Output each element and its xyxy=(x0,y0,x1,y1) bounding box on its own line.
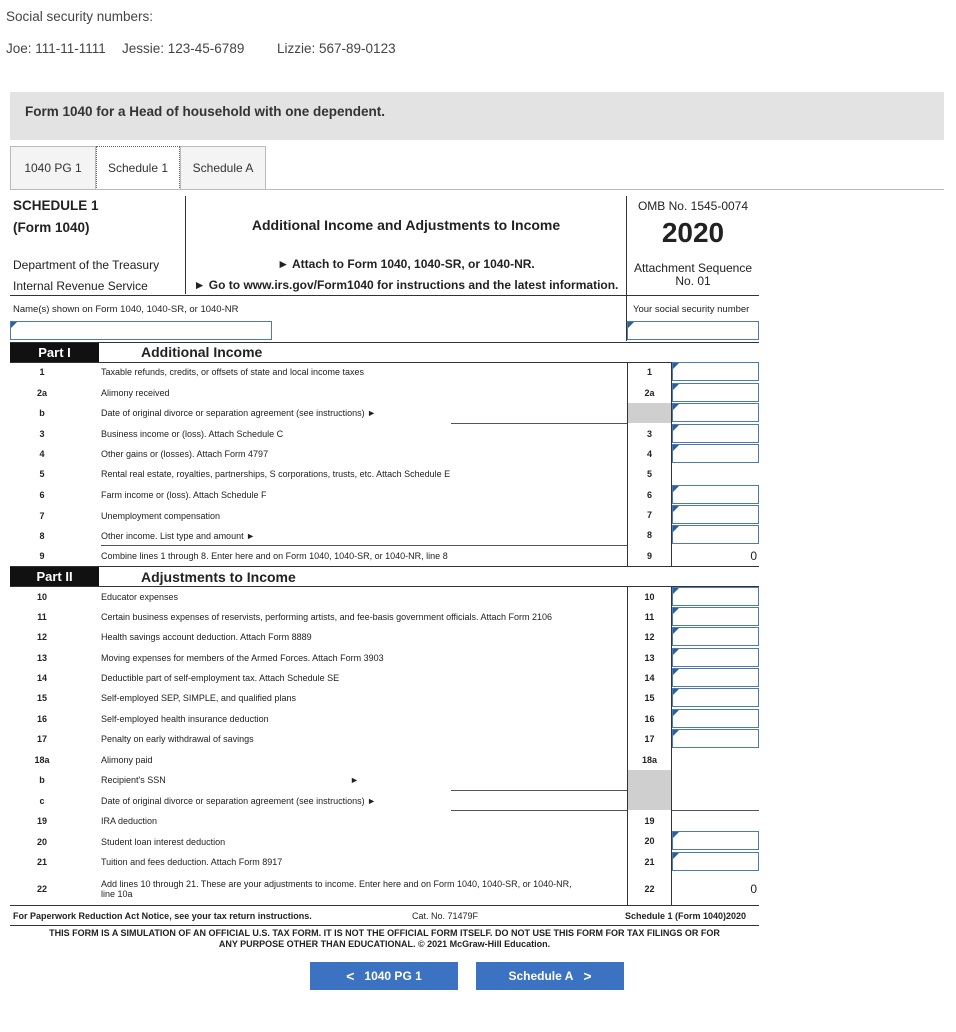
line-num: 2a xyxy=(36,388,47,398)
line-desc: Combine lines 1 through 8. Enter here and on Form 1040, 1040-SR, or 1040-NR, line 8 xyxy=(101,551,448,561)
line-10-amount-input[interactable] xyxy=(672,587,759,606)
line-box: 2a xyxy=(627,382,672,403)
line-desc-part: line 10a xyxy=(101,889,133,899)
line-box: 22 xyxy=(627,872,672,905)
line-box: 7 xyxy=(627,505,672,525)
line-num: b xyxy=(39,408,45,418)
line-desc: Date of original divorce or separation agreement (see instructions) ► xyxy=(101,796,377,806)
line-15-amount-input[interactable] xyxy=(672,688,759,707)
line-box: 6 xyxy=(627,484,672,505)
line-desc: Other gains or (losses). Attach Form 4797 xyxy=(101,449,269,459)
line-num: 12 xyxy=(36,632,47,642)
line-desc: Other income. List type and amount ► xyxy=(101,531,255,541)
ssn-label: Your social security number xyxy=(633,304,750,315)
simulation-disclaimer xyxy=(10,928,759,950)
line-box: 19 xyxy=(627,810,672,831)
divorce-date-underline-2 xyxy=(451,810,627,811)
line-num: 11 xyxy=(37,612,47,622)
line-num: 19 xyxy=(36,816,47,826)
attachment-sequence-label: Attachment Sequence xyxy=(633,261,753,275)
attach-instruction: ► Attach to Form 1040, 1040-SR, or 1040-NR. xyxy=(277,257,535,271)
banner-text: Form 1040 for a Head of household with one dependent. xyxy=(25,104,386,119)
line-8-amount-input[interactable] xyxy=(672,525,759,544)
ssn-joe: Joe: 111-11-1111 xyxy=(6,41,106,56)
instruction-banner xyxy=(10,92,944,140)
line-box: 20 xyxy=(627,831,672,851)
ssn-lizzie: Lizzie: 567-89-0123 xyxy=(277,41,396,56)
line-box: 15 xyxy=(627,688,672,708)
line-box: 3 xyxy=(627,423,672,444)
part2-top-rule xyxy=(10,566,759,567)
line-box: 1 xyxy=(627,362,672,382)
chevron-right-icon: > xyxy=(583,968,592,984)
line-box: 13 xyxy=(627,647,672,668)
tax-year: 2020 xyxy=(661,217,725,248)
line-box: 8 xyxy=(627,525,672,545)
schedule-title: SCHEDULE 1 xyxy=(13,198,99,213)
part1-tag: Part I xyxy=(10,343,99,362)
line-desc: Student loan interest deduction xyxy=(101,837,226,847)
line-box: 18a xyxy=(627,749,672,770)
line-desc: Alimony paid xyxy=(101,755,153,765)
line-7-amount-input[interactable] xyxy=(672,505,759,524)
line-num: 13 xyxy=(36,653,47,663)
line-desc: Alimony received xyxy=(101,388,170,398)
line-1-amount-input[interactable] xyxy=(672,362,759,381)
line-desc: Self-employed health insurance deduction xyxy=(101,714,269,724)
line-num: 10 xyxy=(36,592,47,602)
line-num: 20 xyxy=(36,837,47,847)
footer-rule xyxy=(10,925,759,926)
line-desc: Taxable refunds, credits, or offsets of state and local income taxes xyxy=(101,367,364,377)
part1-title: Additional Income xyxy=(141,344,263,360)
line-num: 21 xyxy=(36,857,47,867)
form-bottom-rule xyxy=(10,905,759,906)
line-desc: Moving expenses for members of the Armed Forces. Attach Form 3903 xyxy=(101,653,384,663)
alimony-column-underline xyxy=(672,810,759,811)
prev-button[interactable] xyxy=(310,962,458,990)
line-box: 12 xyxy=(627,627,672,647)
form-label: (Form 1040) xyxy=(13,220,90,235)
attachment-sequence-number: No. 01 xyxy=(675,274,711,288)
tab-schedule-a[interactable]: Schedule A xyxy=(180,146,266,190)
line-box-shaded xyxy=(627,790,672,810)
line-box: 11 xyxy=(627,607,672,627)
line-16-amount-input[interactable] xyxy=(672,709,759,728)
line-num: 5 xyxy=(39,469,45,479)
line-num: 17 xyxy=(36,734,47,744)
line-desc: Deductible part of self-employment tax. Attach Schedule SE xyxy=(101,673,340,683)
line-num: 14 xyxy=(36,673,47,683)
line-box: 4 xyxy=(627,444,672,464)
line-box-shaded xyxy=(627,403,672,423)
line-num: 1 xyxy=(39,367,45,377)
line-2a-amount-input[interactable] xyxy=(672,383,759,402)
line-box: 17 xyxy=(627,729,672,749)
line-desc: Self-employed SEP, SIMPLE, and qualified plans xyxy=(101,693,296,703)
line-num: 9 xyxy=(39,551,45,561)
recipient-ssn-underline xyxy=(451,790,627,791)
omb-number: OMB No. 1545-0074 xyxy=(637,199,749,213)
line-desc: Health savings account deduction. Attach Form 8889 xyxy=(101,632,312,642)
dept-label: Department of the Treasury xyxy=(13,258,160,272)
form-title: Additional Income and Adjustments to Income xyxy=(251,217,561,233)
line-num: 6 xyxy=(39,490,45,500)
line-desc: Farm income or (loss). Attach Schedule F xyxy=(101,490,267,500)
line-box: 10 xyxy=(627,586,672,607)
line-desc xyxy=(101,879,572,899)
line-12-amount-input[interactable] xyxy=(672,627,759,646)
line-desc: Tuition and fees deduction. Attach Form 8917 xyxy=(101,857,283,867)
line-box: 14 xyxy=(627,668,672,688)
paperwork-notice: For Paperwork Reduction Act Notice, see your tax return instructions. xyxy=(13,911,312,921)
names-label: Name(s) shown on Form 1040, 1040-SR, or 1040-NR xyxy=(13,304,239,315)
catalog-number: Cat. No. 71479F xyxy=(412,911,479,921)
line-desc: Rental real estate, royalties, partnerships, S corporations, trusts, etc. Attach Schedule E xyxy=(101,469,451,479)
ssn-heading: Social security numbers: xyxy=(6,9,154,24)
line-num: 22 xyxy=(36,884,47,894)
next-button[interactable] xyxy=(476,962,624,990)
attachment-sequence xyxy=(627,262,759,288)
line-box: 5 xyxy=(627,464,672,484)
line-num: 8 xyxy=(39,531,45,541)
line-desc: Certain business expenses of reservists, performing artists, and fee-basis government officials. Attach Form 2106 xyxy=(101,612,553,622)
line-desc: Recipient's SSN xyxy=(101,775,166,785)
line-box-shaded xyxy=(627,770,672,790)
line-num: c xyxy=(39,796,45,806)
line-box: 9 xyxy=(627,545,672,566)
line-21-amount-input[interactable] xyxy=(672,852,759,871)
disclaimer-line: THIS FORM IS A SIMULATION OF AN OFFICIAL U.S. TAX FORM. IT IS NOT THE OFFICIAL FORM ITSELF. DO NOT USE THIS FORM FOR TAX FILINGS OR FOR xyxy=(49,928,720,938)
line-6-amount-input[interactable] xyxy=(672,485,759,504)
part2-tag: Part II xyxy=(10,567,99,586)
line-17-amount-input[interactable] xyxy=(672,729,759,748)
line-desc: Business income or (loss). Attach Schedule C xyxy=(101,429,284,439)
line-num: 3 xyxy=(39,429,45,439)
line-9-total: 0 xyxy=(750,549,757,563)
disclaimer-line: ANY PURPOSE OTHER THAN EDUCATIONAL. © 2021 McGraw-Hill Education. xyxy=(218,939,551,949)
tab-1040-pg1[interactable]: 1040 PG 1 xyxy=(10,146,96,190)
recipient-ssn-arrow-icon: ► xyxy=(350,775,359,785)
chevron-left-icon: < xyxy=(346,968,355,984)
line-desc: IRA deduction xyxy=(101,816,158,826)
line-num: 15 xyxy=(36,693,47,703)
line-3-amount-input[interactable] xyxy=(672,424,759,443)
line-22-total: 0 xyxy=(750,882,757,896)
line-desc: Date of original divorce or separation agreement (see instructions) ► xyxy=(101,408,377,418)
line-num: 18a xyxy=(34,755,50,765)
line-13-amount-input[interactable] xyxy=(672,648,759,667)
line-2b-amount-input[interactable] xyxy=(672,403,759,422)
line-num: 7 xyxy=(39,511,45,521)
irs-label: Internal Revenue Service xyxy=(13,279,148,293)
divorce-date-underline xyxy=(451,423,627,424)
goto-instruction: ► Go to www.irs.gov/Form1040 for instructions and the latest information. xyxy=(193,278,619,292)
line-4-amount-input[interactable] xyxy=(672,444,759,463)
next-button-label: Schedule A xyxy=(508,969,574,983)
tab-divider xyxy=(10,189,944,190)
ssn-jessie: Jessie: 123-45-6789 xyxy=(122,41,245,56)
line-box: 21 xyxy=(627,851,672,872)
line-desc: Educator expenses xyxy=(101,592,179,602)
line-11-amount-input[interactable] xyxy=(672,607,759,626)
line-desc: Unemployment compensation xyxy=(101,511,221,521)
line-num: b xyxy=(39,775,45,785)
prev-button-label: 1040 PG 1 xyxy=(364,969,422,983)
header-bottom-rule xyxy=(10,295,759,296)
line-14-amount-input[interactable] xyxy=(672,668,759,687)
tab-schedule-1[interactable]: Schedule 1 xyxy=(96,146,180,190)
line-20-amount-input[interactable] xyxy=(672,831,759,850)
name-input[interactable] xyxy=(10,321,272,340)
part1-top-rule xyxy=(10,342,759,343)
line-num: 16 xyxy=(36,714,47,724)
line-box: 16 xyxy=(627,708,672,729)
line-desc-part: Add lines 10 through 21. These are your adjustments to income. Enter here and on Form 1040, 1040-SR, or 1040-NR, xyxy=(101,879,572,889)
ssn-input[interactable] xyxy=(627,321,759,340)
other-income-underline xyxy=(101,545,627,546)
line-desc: Penalty on early withdrawal of savings xyxy=(101,734,254,744)
schedule-footer-label: Schedule 1 (Form 1040)2020 xyxy=(625,911,747,921)
part2-title: Adjustments to Income xyxy=(141,569,296,585)
line-num: 4 xyxy=(39,449,45,459)
